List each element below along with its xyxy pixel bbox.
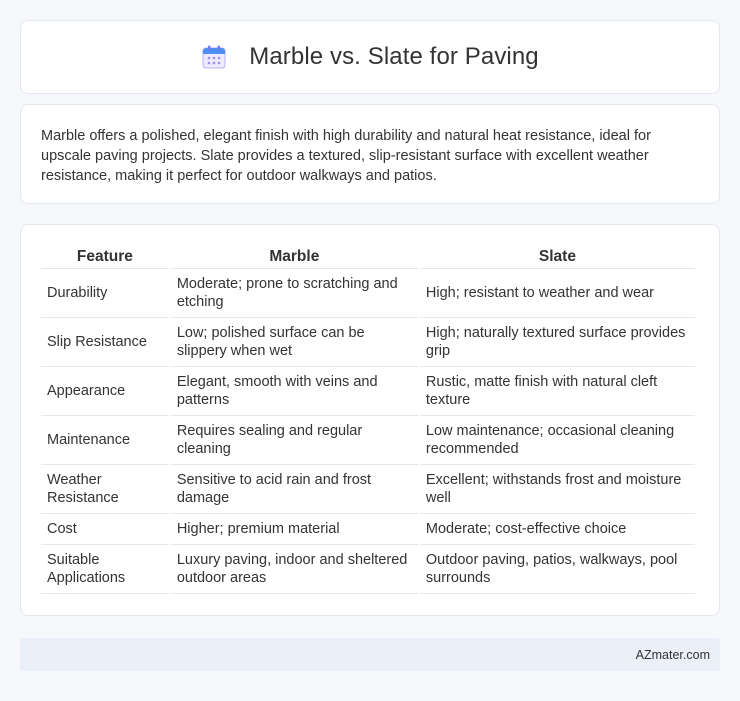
- header-marble: Marble: [171, 245, 418, 269]
- marble-cell: Elegant, smooth with veins and patterns: [171, 367, 418, 416]
- comparison-table: [39, 245, 697, 594]
- table-row: [41, 416, 695, 465]
- table-card: [20, 224, 720, 616]
- marble-cell: Low; polished surface can be slippery when wet: [171, 318, 418, 367]
- feature-cell: Appearance: [41, 367, 169, 416]
- feature-cell: Weather Resistance: [41, 465, 169, 514]
- table-row: [41, 465, 695, 514]
- page-title: Marble vs. Slate for Paving: [249, 43, 539, 70]
- table-row: [41, 514, 695, 545]
- slate-cell: Excellent; withstands frost and moisture well: [420, 465, 695, 514]
- slate-cell: High; naturally textured surface provides grip: [420, 318, 695, 367]
- slate-cell: Moderate; cost-effective choice: [420, 514, 695, 545]
- summary-text: Marble offers a polished, elegant finish with high durability and natural heat resistance, ideal for upscale paving projects. Slate provides a textured, slip-resistant surface with excellent weather resistance, making it perfect for outdoor walkways and patios.: [41, 128, 651, 184]
- table-header-row: [41, 245, 695, 269]
- feature-cell: Maintenance: [41, 416, 169, 465]
- feature-cell: Cost: [41, 514, 169, 545]
- slate-cell: Low maintenance; occasional cleaning recommended: [420, 416, 695, 465]
- slate-cell: Rustic, matte finish with natural cleft texture: [420, 367, 695, 416]
- table-row: [41, 367, 695, 416]
- header-feature: Feature: [41, 245, 169, 269]
- marble-cell: Luxury paving, indoor and sheltered outdoor areas: [171, 545, 418, 594]
- summary-card: [20, 104, 720, 204]
- table-row: [41, 545, 695, 594]
- table-row: [41, 318, 695, 367]
- marble-cell: Moderate; prone to scratching and etching: [171, 269, 418, 318]
- title-wrap: [201, 43, 539, 71]
- header-card: [20, 20, 720, 94]
- marble-cell: Higher; premium material: [171, 514, 418, 545]
- slate-cell: High; resistant to weather and wear: [420, 269, 695, 318]
- marble-cell: Requires sealing and regular cleaning: [171, 416, 418, 465]
- header-slate: Slate: [420, 245, 695, 269]
- feature-cell: Suitable Applications: [41, 545, 169, 594]
- footer: [20, 638, 720, 671]
- feature-cell: Slip Resistance: [41, 318, 169, 367]
- feature-cell: Durability: [41, 269, 169, 318]
- marble-cell: Sensitive to acid rain and frost damage: [171, 465, 418, 514]
- calendar-icon: [201, 44, 227, 70]
- table-row: [41, 269, 695, 318]
- slate-cell: Outdoor paving, patios, walkways, pool surrounds: [420, 545, 695, 594]
- footer-site-link[interactable]: AZmater.com: [635, 647, 710, 662]
